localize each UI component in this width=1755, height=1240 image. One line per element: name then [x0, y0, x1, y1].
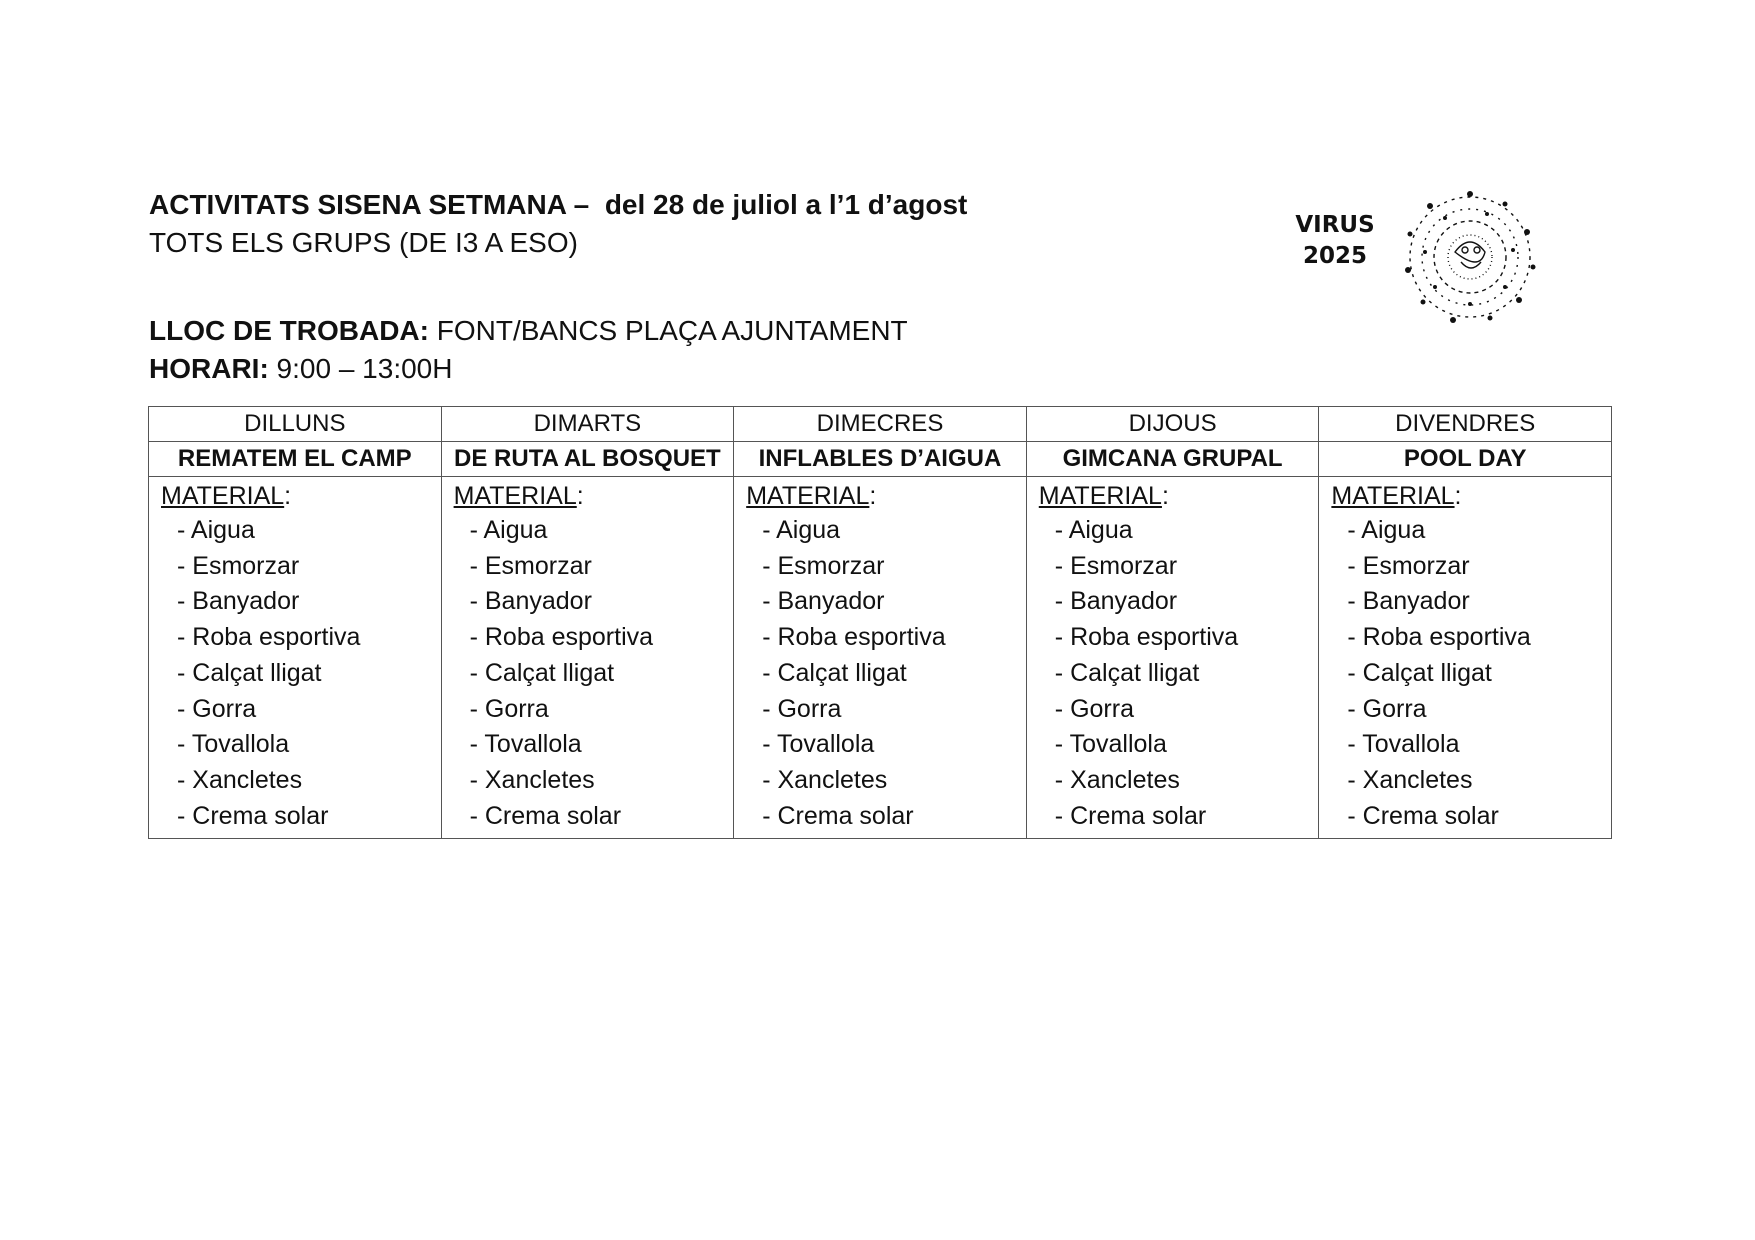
day-header: DILLUNS: [149, 407, 442, 442]
material-label-text: MATERIAL: [746, 482, 870, 510]
material-list: [746, 513, 1026, 834]
material-cell: [734, 477, 1027, 839]
meeting-info: [149, 312, 908, 388]
material-label-text: MATERIAL: [1038, 482, 1162, 510]
meeting-time-label: HORARI:: [149, 353, 269, 384]
material-item: - Aigua: [470, 513, 734, 549]
material-item: - Tovallola: [177, 727, 441, 763]
page-title: [149, 186, 967, 224]
material-item: - Tovallola: [762, 727, 1026, 763]
title-block: [149, 186, 967, 262]
material-item: - Roba esportiva: [1347, 620, 1611, 656]
material-cell: [441, 477, 734, 839]
material-item: - Esmorzar: [1347, 549, 1611, 585]
days-row: [149, 407, 1612, 442]
material-item: - Banyador: [1347, 584, 1611, 620]
meeting-time-value: 9:00 – 13:00H: [276, 353, 453, 384]
material-item: - Xancletes: [1055, 763, 1319, 799]
material-item: - Roba esportiva: [177, 620, 441, 656]
meeting-place-label: LLOC DE TROBADA:: [149, 315, 429, 346]
material-item: - Aigua: [177, 513, 441, 549]
materials-row: [149, 477, 1612, 839]
material-label: [1331, 479, 1611, 513]
day-header: DIJOUS: [1026, 407, 1319, 442]
material-item: - Gorra: [177, 692, 441, 728]
material-item: - Banyador: [1055, 584, 1319, 620]
logo-text: [1285, 210, 1385, 272]
activity-name: GIMCANA GRUPAL: [1026, 442, 1319, 477]
material-item: - Aigua: [1055, 513, 1319, 549]
material-item: - Crema solar: [1347, 799, 1611, 835]
logo-text-line2: 2025: [1302, 243, 1367, 269]
material-item: - Calçat lligat: [177, 656, 441, 692]
material-item: - Roba esportiva: [470, 620, 734, 656]
meeting-place-value: FONT/BANCS PLAÇA AJUNTAMENT: [436, 315, 908, 346]
title-dates: del 28 de juliol a l’1 d’agost: [604, 189, 968, 220]
material-item: - Tovallola: [470, 727, 734, 763]
material-label-colon: :: [1161, 482, 1169, 510]
material-item: - Esmorzar: [177, 549, 441, 585]
material-list: [1039, 513, 1319, 834]
material-label: [161, 479, 441, 513]
material-item: - Esmorzar: [762, 549, 1026, 585]
title-main: ACTIVITATS SISENA SETMANA –: [149, 189, 590, 220]
material-label-colon: :: [869, 482, 877, 510]
material-item: - Roba esportiva: [762, 620, 1026, 656]
schedule-table: [148, 406, 1612, 839]
material-item: - Gorra: [470, 692, 734, 728]
material-item: - Crema solar: [177, 799, 441, 835]
activity-name: POOL DAY: [1319, 442, 1612, 477]
material-list: [454, 513, 734, 834]
material-item: - Crema solar: [762, 799, 1026, 835]
activity-name: REMATEM EL CAMP: [149, 442, 442, 477]
material-item: - Calçat lligat: [1055, 656, 1319, 692]
material-label-text: MATERIAL: [1331, 482, 1455, 510]
material-item: - Xancletes: [1347, 763, 1611, 799]
material-item: - Xancletes: [762, 763, 1026, 799]
material-label-colon: :: [284, 482, 292, 510]
material-cell: [149, 477, 442, 839]
material-list: [1331, 513, 1611, 834]
material-label-text: MATERIAL: [161, 482, 285, 510]
material-label: [746, 479, 1026, 513]
material-item: - Gorra: [1055, 692, 1319, 728]
meeting-time: [149, 350, 908, 388]
material-item: - Crema solar: [1055, 799, 1319, 835]
material-item: - Xancletes: [177, 763, 441, 799]
page-subtitle: TOTS ELS GRUPS (DE I3 A ESO): [149, 227, 578, 258]
logo-text-line1: VIRUS: [1295, 212, 1375, 238]
activity-name: DE RUTA AL BOSQUET: [441, 442, 734, 477]
logo: [1285, 182, 1545, 332]
activity-name: INFLABLES D’AIGUA: [734, 442, 1027, 477]
material-label-text: MATERIAL: [453, 482, 577, 510]
material-item: - Esmorzar: [1055, 549, 1319, 585]
material-item: - Aigua: [1347, 513, 1611, 549]
material-item: - Calçat lligat: [762, 656, 1026, 692]
material-item: - Gorra: [762, 692, 1026, 728]
circular-doodle-emblem-icon: [1395, 182, 1545, 332]
activities-row: [149, 442, 1612, 477]
material-item: - Calçat lligat: [1347, 656, 1611, 692]
day-header: DIMECRES: [734, 407, 1027, 442]
material-item: - Banyador: [470, 584, 734, 620]
material-label-colon: :: [576, 482, 584, 510]
material-item: - Tovallola: [1055, 727, 1319, 763]
material-item: - Gorra: [1347, 692, 1611, 728]
material-item: - Roba esportiva: [1055, 620, 1319, 656]
material-list: [161, 513, 441, 834]
meeting-place: [149, 312, 908, 350]
material-item: - Crema solar: [470, 799, 734, 835]
material-cell: [1319, 477, 1612, 839]
material-label: [454, 479, 734, 513]
material-item: - Tovallola: [1347, 727, 1611, 763]
material-item: - Esmorzar: [470, 549, 734, 585]
material-item: - Banyador: [762, 584, 1026, 620]
day-header: DIMARTS: [441, 407, 734, 442]
material-item: - Aigua: [762, 513, 1026, 549]
material-item: - Xancletes: [470, 763, 734, 799]
material-label: [1039, 479, 1319, 513]
day-header: DIVENDRES: [1319, 407, 1612, 442]
material-label-colon: :: [1454, 482, 1462, 510]
material-cell: [1026, 477, 1319, 839]
material-item: - Banyador: [177, 584, 441, 620]
material-item: - Calçat lligat: [470, 656, 734, 692]
